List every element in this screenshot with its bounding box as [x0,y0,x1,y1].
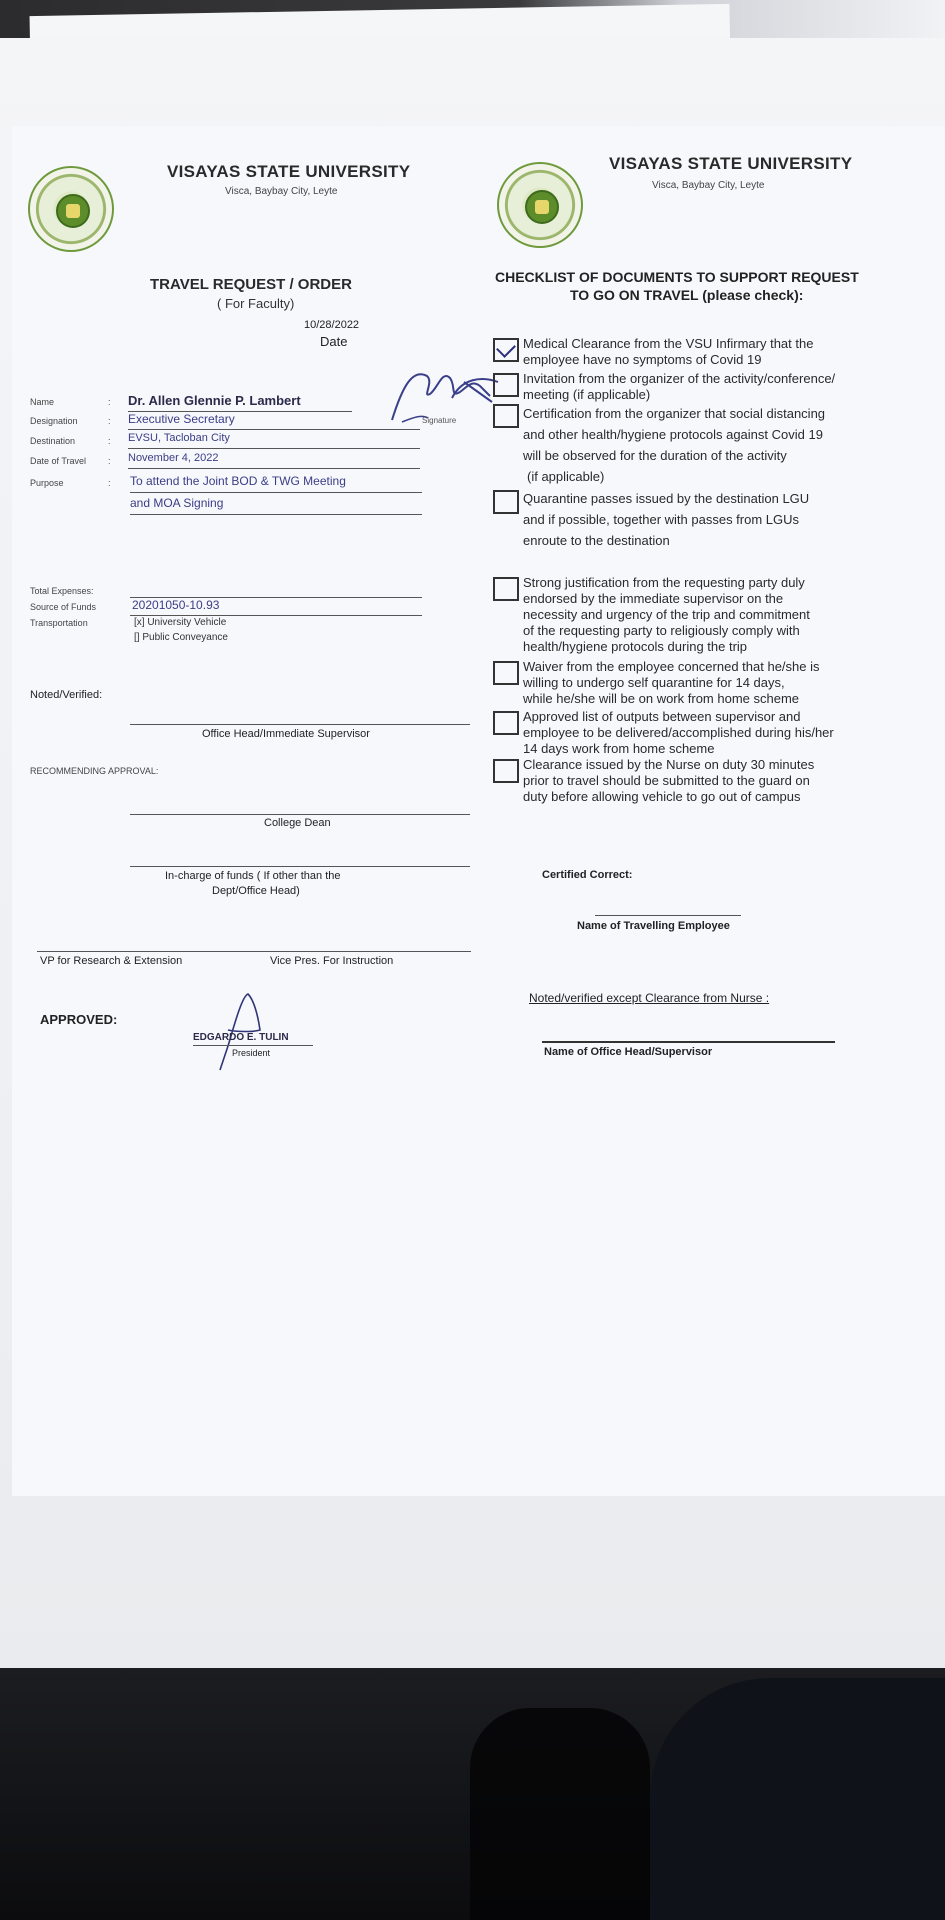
name-colon: : [108,397,111,407]
vp-research-label: VP for Research & Extension [40,955,183,967]
checklist-item-1: Medical Clearance from the VSU Infirmary that the employee have no symptoms of Covid 19 [523,336,814,367]
checkbox-waiver[interactable] [493,661,519,685]
date-of-travel-colon: : [108,456,111,466]
checkbox-approved-outputs[interactable] [493,711,519,735]
noted-except-nurse-label: Noted/verified except Clearance from Nurse : [529,991,770,1005]
checklist-item-3: Certification from the organizer that social distancing and other health/hygiene protocols against Covid 19 will be observed for the duration of the activity (if applicable) [523,406,826,484]
purpose-underline-2 [130,514,422,515]
name-value: Dr. Allen Glennie P. Lambert [128,393,301,408]
purpose-underline-1 [130,492,422,493]
background-bottom [0,1668,945,1920]
college-dean-signature-line [130,814,470,815]
vp-instruction-label: Vice Pres. For Instruction [270,955,394,967]
university-seal-right [497,162,583,248]
checklist-item-7: Approved list of outputs between supervisor and employee to be delivered/accomplished during his/her 14 days work from home scheme [523,709,834,756]
date-label: Date [320,334,348,349]
college-dean-label: College Dean [264,817,331,829]
designation-colon: : [108,416,111,426]
seal-emblem-icon [56,194,90,228]
president-name: EDGARDO E. TULIN [193,1032,289,1043]
checklist-item-6: Waiver from the employee concerned that he/she is willing to undergo self quarantine for 14 days, while he/she will be on work from home scheme [523,659,820,706]
checklist-title-line1: CHECKLIST OF DOCUMENTS TO SUPPORT REQUEST [495,269,859,285]
name-label: Name [30,397,55,407]
date-value: 10/28/2022 [304,319,360,331]
recommending-approval-label: RECOMMENDING APPROVAL: [30,766,159,776]
destination-underline [128,448,420,449]
total-expenses-label: Total Expenses: [30,586,94,596]
vp-signature-line [37,951,471,952]
president-underline [193,1045,313,1046]
checkbox-strong-justification[interactable] [493,577,519,601]
source-of-funds-underline [130,615,422,616]
checkbox-invitation[interactable] [493,373,519,397]
university-address-left: Visca, Baybay City, Leyte [225,186,338,197]
purpose-colon: : [108,478,111,488]
designation-underline [128,429,420,430]
form-title: TRAVEL REQUEST / ORDER [150,276,352,293]
shoe-shadow [470,1708,650,1920]
transport-public-conveyance: [] Public Conveyance [134,632,228,643]
university-address-right: Visca, Baybay City, Leyte [652,180,765,191]
date-of-travel-value: November 4, 2022 [128,452,219,464]
university-name-left: VISAYAS STATE UNIVERSITY [167,162,411,181]
seal-emblem-icon [525,190,559,224]
checklist-item-5: Strong justification from the requesting party duly endorsed by the immediate supervisor on the necessity and urgency of the trip and commitment of the requesting party to religiously comply with health/hygiene protocols during the trip [523,575,810,654]
president-title: President [232,1048,271,1058]
date-of-travel-underline [128,468,420,469]
transportation-label: Transportation [30,618,88,628]
office-head-supervisor-label: Name of Office Head/Supervisor [544,1046,713,1058]
purpose-value-line1: To attend the Joint BOD & TWG Meeting [130,474,346,488]
dark-fabric [650,1678,945,1920]
incharge-funds-label-1: In-charge of funds ( If other than the [165,870,341,882]
incharge-signature-line [130,866,470,867]
checkbox-medical-clearance[interactable] [493,338,519,362]
checklist-item-4: Quarantine passes issued by the destination LGU and if possible, together with passes from LGUs enroute to the destination [523,491,810,548]
checklist-item-2: Invitation from the organizer of the activity/conference/ meeting (if applicable) [523,371,836,402]
date-of-travel-label: Date of Travel [30,456,87,466]
checklist-title-line2: TO GO ON TRAVEL (please check): [570,287,804,303]
incharge-funds-label-2: Dept/Office Head) [212,885,300,897]
travelling-employee-signature-line [595,915,741,916]
designation-value: Executive Secretary [128,412,235,426]
checkbox-nurse-clearance[interactable] [493,759,519,783]
office-head-supervisor-signature-line [542,1041,835,1043]
source-of-funds-value: 20201050-10.93 [132,598,220,612]
university-name-right: VISAYAS STATE UNIVERSITY [609,154,853,173]
purpose-value-line2: and MOA Signing [130,496,224,510]
noted-verified-label: Noted/Verified: [30,689,103,701]
office-head-signature-line [130,724,470,725]
destination-value: EVSU, Tacloban City [128,432,230,444]
university-seal-left [28,166,114,252]
form-subtitle: ( For Faculty) [217,296,295,311]
office-head-label: Office Head/Immediate Supervisor [202,728,370,740]
purpose-label: Purpose [30,478,64,488]
signature-label: Signature [422,416,457,425]
signature-president [214,986,274,1076]
source-of-funds-label: Source of Funds [30,602,97,612]
checkbox-certification[interactable] [493,404,519,428]
checkbox-quarantine-passes[interactable] [493,490,519,514]
checklist-item-8: Clearance issued by the Nurse on duty 30 minutes prior to travel should be submitted to the guard on duty before allowing vehicle to go out of campus [523,757,815,804]
destination-label: Destination [30,436,76,446]
approved-label: APPROVED: [40,1012,118,1027]
travelling-employee-label: Name of Travelling Employee [577,920,730,932]
transport-university-vehicle: [x] University Vehicle [134,617,227,628]
certified-correct-label: Certified Correct: [542,869,633,881]
travel-request-form [12,126,945,1496]
designation-label: Designation [30,416,78,426]
destination-colon: : [108,436,111,446]
